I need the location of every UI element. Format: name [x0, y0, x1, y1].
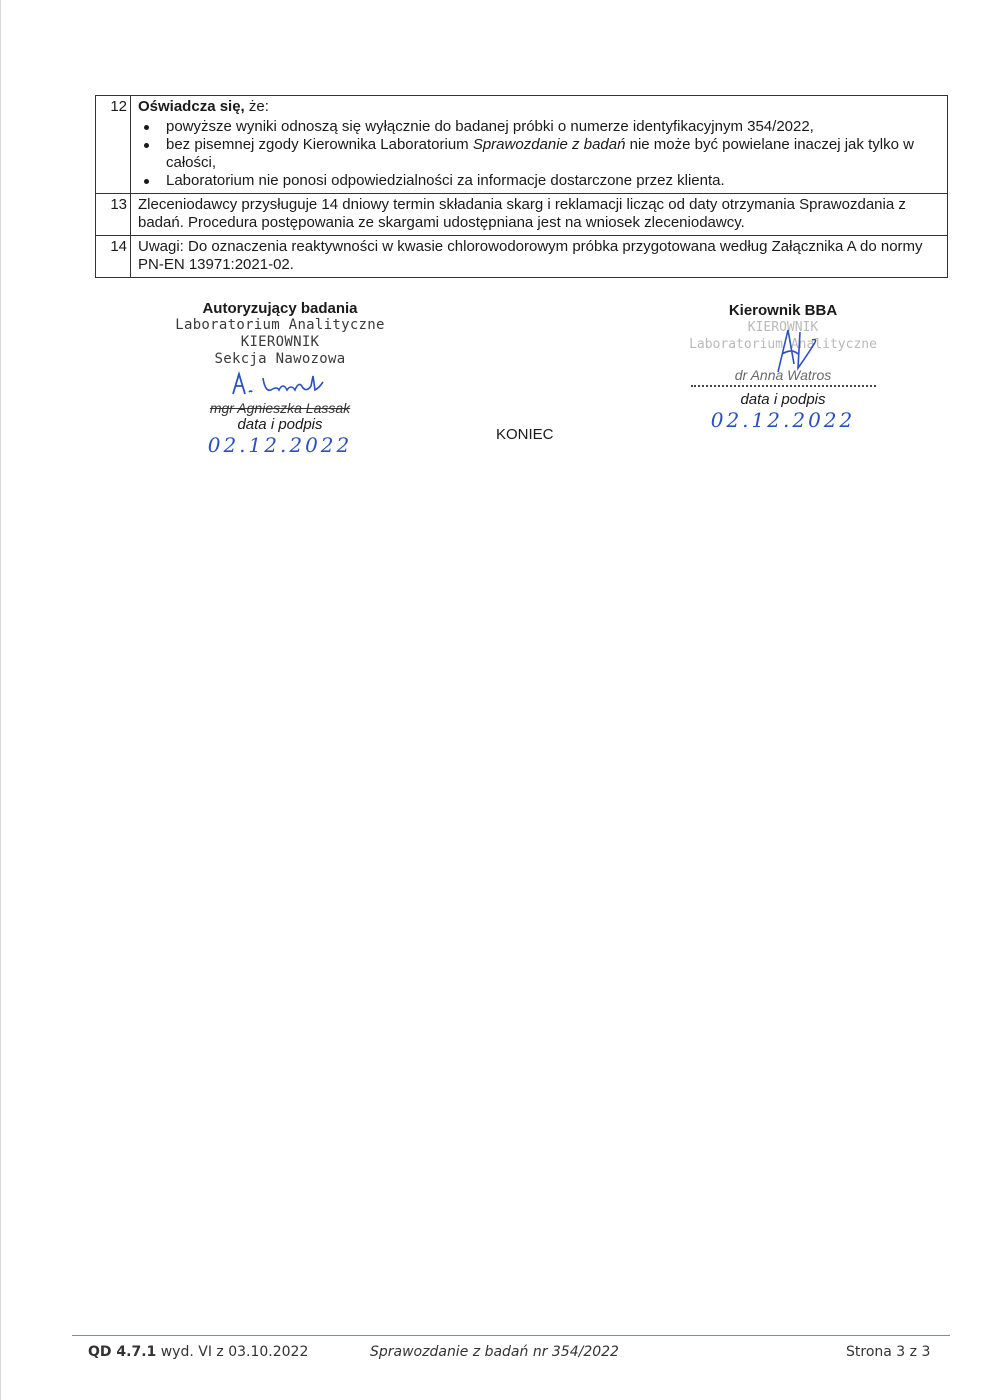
- footer-report-title: Sprawozdanie z badań nr 354/2022: [370, 1344, 619, 1360]
- stamp-line: Laboratorium Analityczne: [689, 337, 877, 352]
- row-number: 14: [96, 236, 131, 278]
- footer-code-rest: wyd. VI z 03.10.2022: [156, 1344, 309, 1360]
- signature-heading: Autoryzujący badania: [202, 300, 358, 317]
- signature-heading: Kierownik BBA: [728, 302, 838, 319]
- footer-code-bold: QD 4.7.1: [88, 1344, 157, 1360]
- handwritten-signature-icon: [768, 324, 828, 374]
- signer-name: dr Anna Watros: [734, 367, 832, 383]
- row-number: 13: [96, 194, 131, 236]
- signer-name: mgr Agnieszka Lassak: [209, 400, 351, 416]
- handwritten-date: 02.12.2022: [710, 408, 856, 432]
- list-item: [138, 136, 939, 172]
- bullet-list: [138, 118, 939, 190]
- list-item-text: nie może być powielane inaczej jak tylko w całości,: [166, 136, 914, 171]
- stamp-line: KIEROWNIK: [747, 320, 819, 335]
- list-item-italic: Sprawozdanie z badań: [472, 136, 626, 153]
- list-item: Laboratorium nie ponosi odpowiedzialności za informacje dostarczone przez klienta.: [138, 172, 939, 190]
- list-item: powyższe wyniki odnoszą się wyłącznie do badanej próbki o numerze identyfikacyjnym 354/2022,: [138, 118, 939, 136]
- signature-caption: data i podpis: [237, 416, 323, 433]
- handwritten-date: 02.12.2022: [207, 433, 353, 457]
- signature-caption: data i podpis: [740, 391, 826, 408]
- list-item-text: bez pisemnej zgody Kierownika Laboratorium: [166, 136, 473, 153]
- row-body: Zleceniodawcy przysługuje 14 dniowy termin składania skarg i reklamacji licząc od daty otrzymania Sprawozdania z badań. Procedura postępowania ze skargami udostępniana jest na wniosek zleceniodawcy.: [131, 194, 948, 236]
- table-row: [96, 236, 948, 278]
- row-title: [138, 98, 939, 116]
- signature-block-right: [668, 302, 898, 432]
- row-title-bold: Oświadcza się,: [138, 98, 245, 115]
- row-body: [131, 96, 948, 194]
- row-title-rest: że:: [244, 98, 269, 115]
- end-marker: KONIEC: [496, 426, 554, 443]
- handwritten-signature-icon: [225, 370, 335, 398]
- terms-table: [95, 95, 948, 278]
- row-body: Uwagi: Do oznaczenia reaktywności w kwasie chlorowodorowym próbka przygotowana według Załącznika A do normy PN-EN 13971:2021-02.: [131, 236, 948, 278]
- stamp-line: Laboratorium Analityczne: [175, 317, 385, 333]
- table-row: [96, 96, 948, 194]
- footer-page-number: Strona 3 z 3: [846, 1344, 931, 1360]
- stamp-line: Sekcja Nawozowa: [214, 351, 346, 367]
- footer-document-code: [88, 1344, 308, 1360]
- footer-divider: [72, 1335, 950, 1336]
- page-edge: [0, 0, 1, 1400]
- signature-block-left: [170, 300, 390, 457]
- row-number: 12: [96, 96, 131, 194]
- stamp-line: KIEROWNIK: [240, 334, 320, 350]
- table-row: [96, 194, 948, 236]
- signature-line: [691, 385, 876, 387]
